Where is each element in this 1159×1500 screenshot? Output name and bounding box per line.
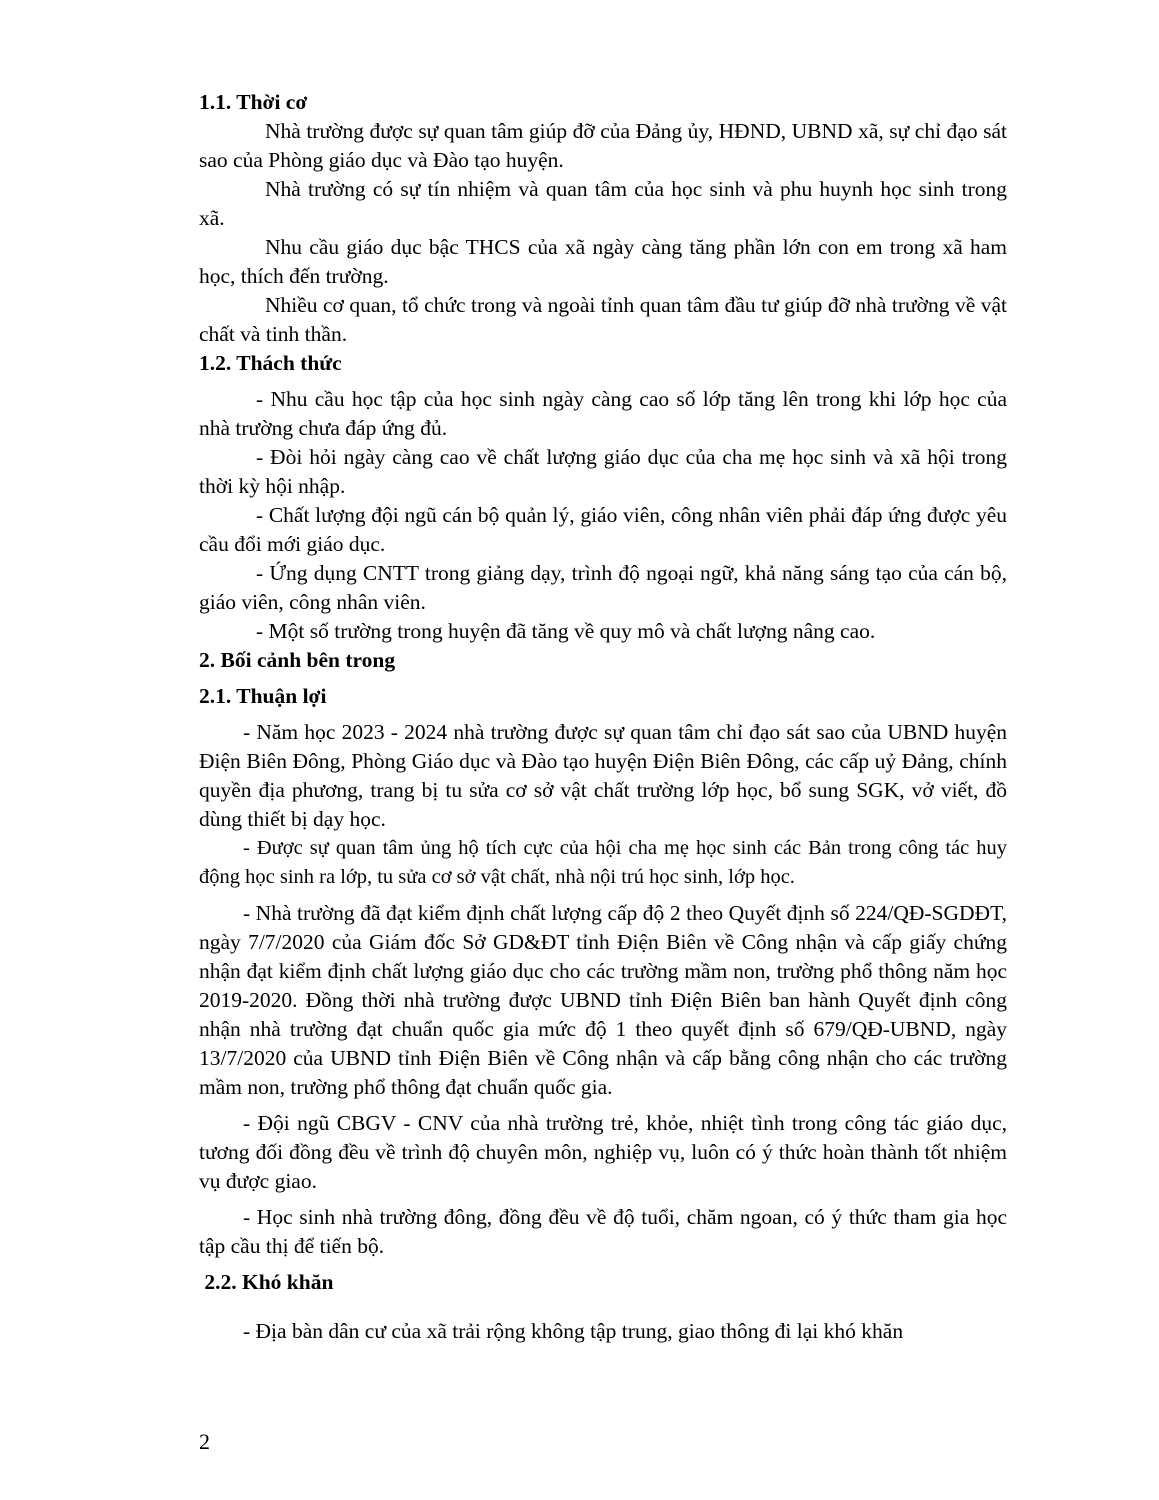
paragraph: - Nhu cầu học tập của học sinh ngày càng cao số lớp tăng lên trong khi lớp học của nhà trường chưa đáp ứng đủ. <box>199 387 1007 440</box>
paragraph: - Năm học 2023 - 2024 nhà trường được sự quan tâm chỉ đạo sát sao của UBND huyện Điện Biên Đông, Phòng Giáo dục và Đào tạo huyện Điện Biên Đông, các cấp uỷ Đảng, chính quyền địa phương, trang bị tu sửa cơ sở vật chất trường lớp học, bổ sung SGK, vở viết, đồ dùng thiết bị dạy học. <box>199 720 1007 831</box>
heading-boi-canh-ben-trong: 2. Bối cảnh bên trong <box>199 648 396 672</box>
heading-thuan-loi: 2.1. Thuận lợi <box>199 684 327 708</box>
paragraph: - Đòi hỏi ngày càng cao về chất lượng giáo dục của cha mẹ học sinh và xã hội trong thời kỳ hội nhập. <box>199 445 1007 498</box>
heading-kho-khan: 2.2. Khó khăn <box>199 1270 334 1294</box>
paragraph: - Ứng dụng CNTT trong giảng dạy, trình độ ngoại ngữ, khả năng sáng tạo của cán bộ, giáo viên, công nhân viên. <box>199 561 1007 614</box>
paragraph: - Một số trường trong huyện đã tăng về quy mô và chất lượng nâng cao. <box>256 619 876 643</box>
paragraph: Nhiều cơ quan, tổ chức trong và ngoài tỉnh quan tâm đầu tư giúp đỡ nhà trường về vật chất và tinh thần. <box>199 293 1007 346</box>
heading-thoi-co: 1.1. Thời cơ <box>199 90 308 114</box>
paragraph: - Địa bàn dân cư của xã trải rộng không tập trung, giao thông đi lại khó khăn <box>243 1319 904 1343</box>
paragraph: - Đội ngũ CBGV - CNV của nhà trường trẻ, khỏe, nhiệt tình trong công tác giáo dục, tương đối đồng đều về trình độ chuyên môn, nghiệp vụ, luôn có ý thức hoàn thành tốt nhiệm vụ được giao. <box>199 1111 1007 1193</box>
paragraph: Nhà trường được sự quan tâm giúp đỡ của Đảng ủy, HĐND, UBND xã, sự chỉ đạo sát sao của Phòng giáo dục và Đào tạo huyện. <box>199 119 1007 172</box>
paragraph: - Học sinh nhà trường đông, đồng đều về độ tuổi, chăm ngoan, có ý thức tham gia học tập cầu thị để tiến bộ. <box>199 1205 1007 1258</box>
paragraph: - Được sự quan tâm ủng hộ tích cực của hội cha mẹ học sinh các Bản trong công tác huy động học sinh ra lớp, tu sửa cơ sở vật chất, nhà nội trú học sinh, lớp học. <box>199 837 1007 888</box>
page-number: 2 <box>199 1429 210 1454</box>
paragraph: - Nhà trường đã đạt kiểm định chất lượng cấp độ 2 theo Quyết định số 224/QĐ-SGDĐT, ngày 7/7/2020 của Giám đốc Sở GD&ĐT tỉnh Điện Biên về Công nhận và cấp giấy chứng nhận đạt kiểm định chất lượng giáo dục cho các trường mầm non, trường phổ thông năm học 2019-2020. Đồng thời nhà trường được UBND tỉnh Điện Biên ban hành Quyết định công nhận nhà trường đạt chuẩn quốc gia mức độ 1 theo quyết định số 679/QĐ-UBND, ngày 13/7/2020 của UBND tỉnh Điện Biên về Công nhận và cấp bằng công nhận cho các trường mầm non, trường phổ thông đạt chuẩn quốc gia. <box>199 901 1007 1099</box>
document-page <box>199 88 1007 1346</box>
paragraph: - Chất lượng đội ngũ cán bộ quản lý, giáo viên, công nhân viên phải đáp ứng được yêu cầu đổi mới giáo dục. <box>199 503 1007 556</box>
paragraph: Nhu cầu giáo dục bậc THCS của xã ngày càng tăng phần lớn con em trong xã ham học, thích đến trường. <box>199 235 1007 288</box>
paragraph: Nhà trường có sự tín nhiệm và quan tâm của học sinh và phu huynh học sinh trong xã. <box>199 177 1007 230</box>
heading-thach-thuc: 1.2. Thách thức <box>199 351 342 375</box>
